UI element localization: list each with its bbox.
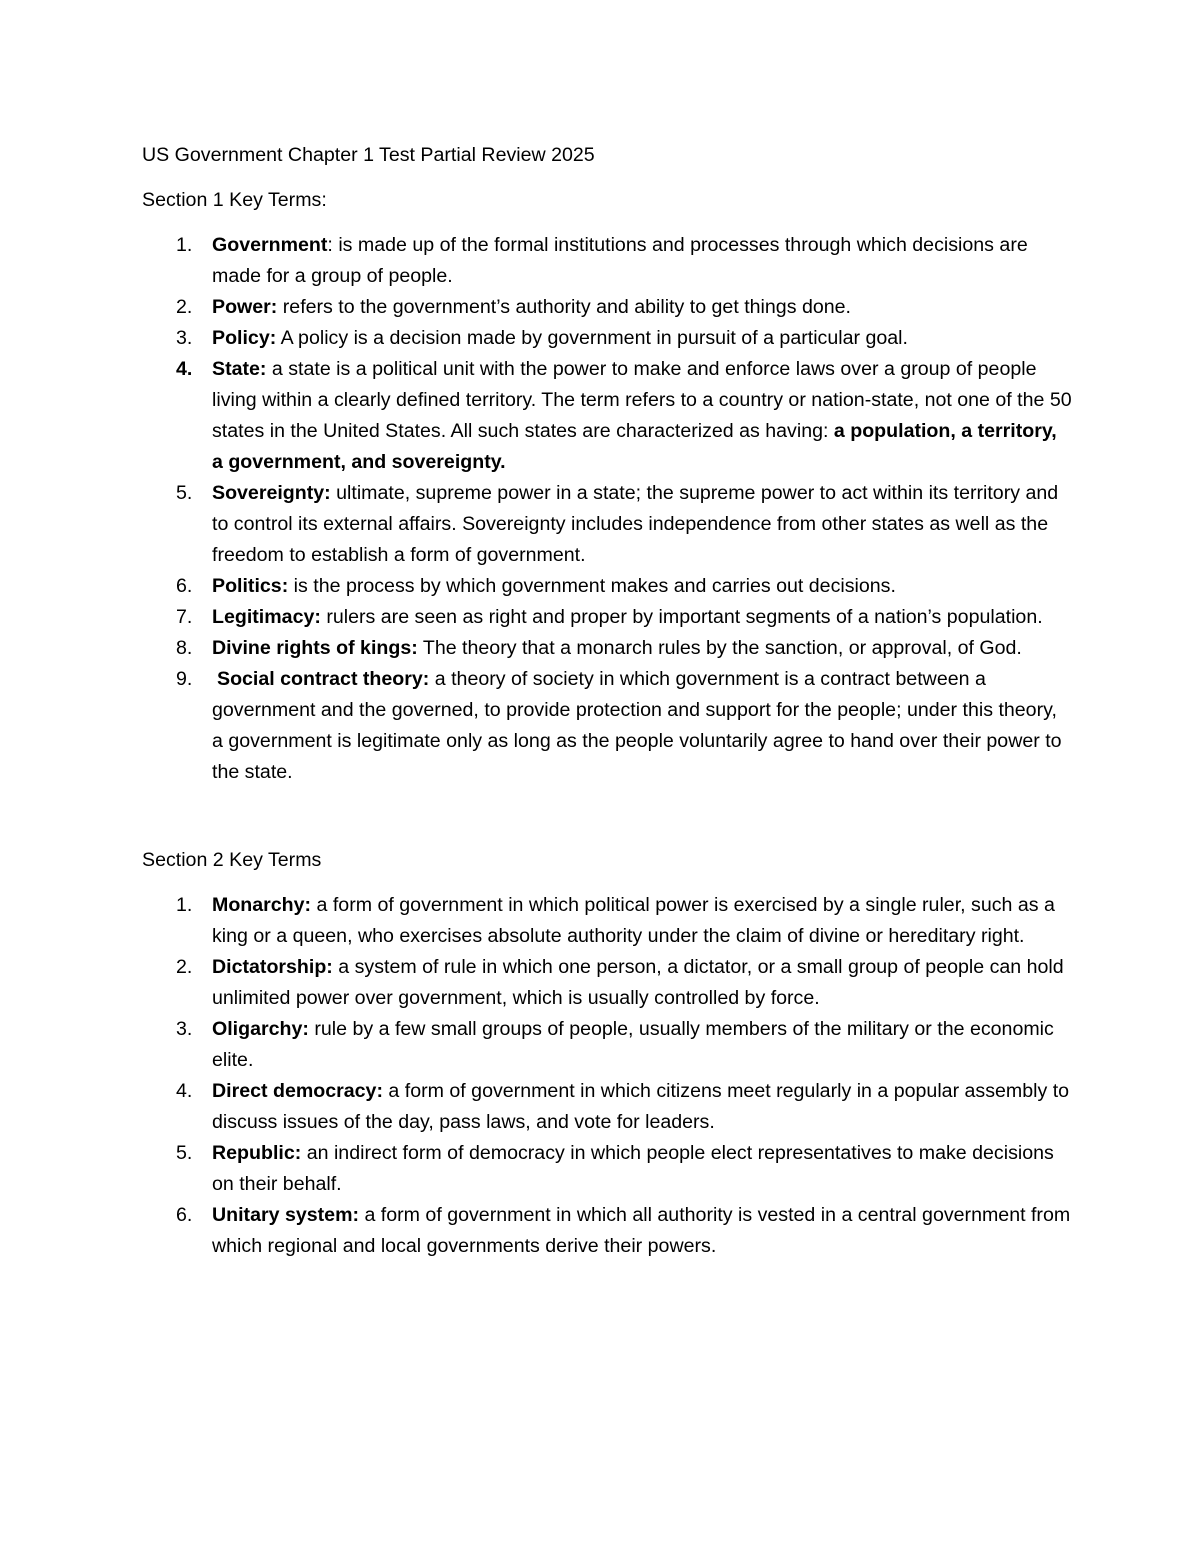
term-definition: rulers are seen as right and proper by important segments of a nation’s population. — [320, 606, 1043, 628]
term-definition: a form of government in which political power is exercised by a single ruler, such as a king or a queen, who exercises absolute authority under the claim of divine or hereditary right. — [212, 894, 1055, 947]
term-name: Republic: — [212, 1142, 302, 1164]
term-name: Oligarchy: — [212, 1018, 309, 1040]
term-name: State: — [212, 358, 267, 380]
term-definition: a form of government in which all authority is vested in a central government from which regional and local governments derive their powers. — [212, 1204, 1071, 1257]
section-2-term-list — [142, 890, 1072, 1262]
list-item — [142, 1138, 1072, 1200]
list-item — [142, 602, 1072, 633]
list-number: 6. — [176, 575, 193, 597]
section-1-heading: Section 1 Key Terms: — [142, 189, 327, 211]
list-number: 5. — [176, 1142, 193, 1164]
list-number: 4. — [176, 1080, 193, 1102]
term-name: Sovereignty: — [212, 482, 331, 504]
list-item — [142, 323, 1072, 354]
term-separator: : — [327, 234, 333, 256]
section-1-term-list — [142, 230, 1072, 788]
term-name: Dictatorship: — [212, 956, 333, 978]
list-item — [142, 952, 1072, 1014]
list-number: 3. — [176, 1018, 193, 1040]
list-number: 1. — [176, 234, 193, 256]
list-number: 1. — [176, 894, 193, 916]
term-name: Government — [212, 234, 328, 256]
term-name: Unitary system: — [212, 1204, 360, 1226]
term-definition: a theory of society in which government is a contract between a government and the governed, to provide protection and support for the people; under this theory, a government is legitimate only as long as the people voluntarily agree to hand over their power to the state. — [212, 668, 1062, 783]
list-item — [142, 890, 1072, 952]
list-item — [142, 633, 1072, 664]
section-2-heading: Section 2 Key Terms — [142, 849, 322, 871]
term-definition: a system of rule in which one person, a dictator, or a small group of people can hold unlimited power over government, which is usually controlled by force. — [212, 956, 1064, 1009]
term-definition: a state is a political unit with the power to make and enforce laws over a group of people living within a clearly defined territory. The term refers to a country or nation-state, not one of the 50 states in the United States. All such states are characterized as having: — [212, 358, 1072, 442]
document-title: US Government Chapter 1 Test Partial Review 2025 — [142, 144, 595, 166]
list-number: 9. — [176, 668, 193, 690]
list-number: 3. — [176, 327, 193, 349]
term-definition: rule by a few small groups of people, usually members of the military or the economic elite. — [212, 1018, 1054, 1071]
list-item — [142, 571, 1072, 602]
list-number: 2. — [176, 956, 193, 978]
list-number: 5. — [176, 482, 193, 504]
term-name: Monarchy: — [212, 894, 312, 916]
term-name: Divine rights of kings: — [212, 637, 418, 659]
list-item — [142, 664, 1072, 788]
term-name: Politics: — [212, 575, 289, 597]
term-definition: is the process by which government makes and carries out decisions. — [288, 575, 896, 597]
list-number: 2. — [176, 296, 193, 318]
list-item — [142, 1076, 1072, 1138]
list-number: 8. — [176, 637, 193, 659]
term-emphasis: a population, a territory, a government, and sovereignty. — [212, 420, 1057, 473]
term-definition: The theory that a monarch rules by the sanction, or approval, of God. — [417, 637, 1022, 659]
term-name: Direct democracy: — [212, 1080, 383, 1102]
list-item — [142, 1200, 1072, 1262]
term-name: Policy: — [212, 327, 277, 349]
term-name: Power: — [212, 296, 278, 318]
term-name: Legitimacy: — [212, 606, 321, 628]
term-definition: is made up of the formal institutions and processes through which decisions are made for a group of people. — [212, 234, 1028, 287]
document-page — [142, 140, 1072, 1262]
term-definition: refers to the government’s authority and ability to get things done. — [277, 296, 851, 318]
term-definition: an indirect form of democracy in which people elect representatives to make decisions on their behalf. — [212, 1142, 1054, 1195]
list-item — [142, 354, 1072, 478]
term-name: Social contract theory: — [217, 668, 430, 690]
list-number: 7. — [176, 606, 193, 628]
list-item — [142, 230, 1072, 292]
term-definition: ultimate, supreme power in a state; the supreme power to act within its territory and to control its external affairs. Sovereignty includes independence from other states as well as the freedom to establish a form of government. — [212, 482, 1059, 566]
list-item — [142, 1014, 1072, 1076]
list-number: 4. — [176, 358, 193, 380]
term-definition: a form of government in which citizens meet regularly in a popular assembly to discuss issues of the day, pass laws, and vote for leaders. — [212, 1080, 1070, 1133]
list-number: 6. — [176, 1204, 193, 1226]
term-definition: A policy is a decision made by government in pursuit of a particular goal. — [276, 327, 908, 349]
list-item — [142, 292, 1072, 323]
list-item — [142, 478, 1072, 571]
section-spacer — [142, 788, 1072, 845]
